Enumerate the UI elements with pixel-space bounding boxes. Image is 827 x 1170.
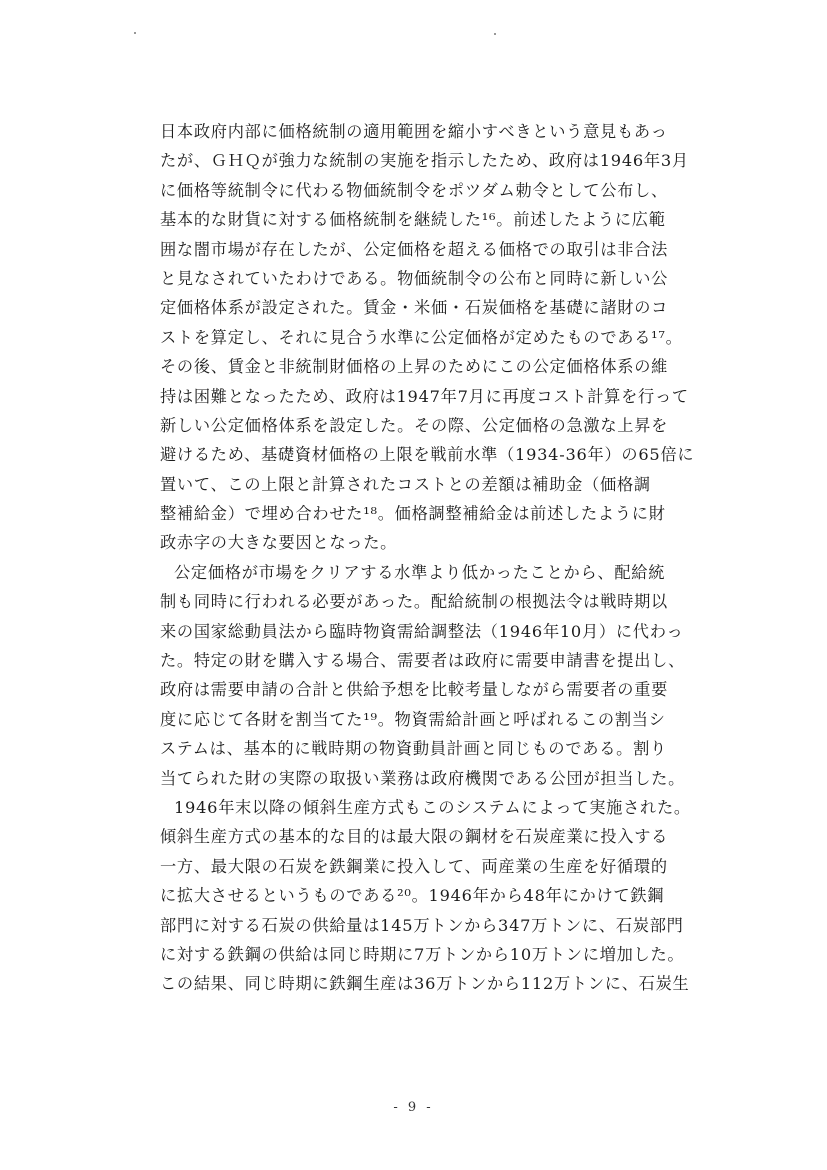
text-line: 部門に対する石炭の供給量は145万トンから347万トンに、石炭部門 xyxy=(160,915,684,935)
text-line: たが、ＧＨＱが強力な統制の実施を指示したため、政府は1946年3月 xyxy=(160,151,689,171)
text-line: に対する鉄鋼の供給は同じ時期に7万トンから10万トンに増加した。 xyxy=(160,944,685,964)
scan-speck xyxy=(134,32,136,34)
text-line: 基本的な財貨に対する価格統制を継続した¹⁶。前述したように広範 xyxy=(160,210,666,230)
text-line: 来の国家総動員法から臨時物資需給調整法（1946年10月）に代わっ xyxy=(160,621,684,641)
body-text xyxy=(160,117,695,999)
text-line: 政府は需要申請の合計と供給予想を比較考量しながら需要者の重要 xyxy=(160,680,669,700)
text-line: ステムは、基本的に戦時期の物資動員計画と同じものである。割り xyxy=(160,739,667,759)
text-line: 度に応じて各財を割当てた¹⁹。物資需給計画と呼ばれるこの割当シ xyxy=(160,709,666,729)
text-line: 当てられた財の実際の取扱い業務は政府機関である公団が担当した。 xyxy=(160,768,686,788)
text-line: 整補給金）で埋め合わせた¹⁸。価格調整補給金は前述したように財 xyxy=(160,504,666,524)
paragraph-start-line: 公定価格が市場をクリアする水準より低かったことから、配給統 xyxy=(174,562,666,582)
text-line: 避けるため、基礎資材価格の上限を戦前水準（1934-36年）の65倍に xyxy=(160,445,695,465)
text-line: に拡大させるというものである²⁰。1946年から48年にかけて鉄鋼 xyxy=(160,886,665,906)
text-line: た。特定の財を購入する場合、需要者は政府に需要申請書を提出し、 xyxy=(160,651,686,671)
text-line: この結果、同じ時期に鉄鋼生産は36万トンから112万トンに、石炭生 xyxy=(160,974,690,994)
text-line: 定価格体系が設定された。賃金・米価・石炭価格を基礎に諸財のコ xyxy=(160,298,669,318)
scan-speck xyxy=(494,33,496,35)
text-line: 政赤字の大きな要因となった。 xyxy=(160,533,398,553)
text-line: その後、賃金と非統制財価格の上昇のためにこの公定価格体系の維 xyxy=(160,357,669,377)
text-line: 一方、最大限の石炭を鉄鋼業に投入して、両産業の生産を好循環的 xyxy=(160,856,668,876)
text-line: 持は困難となったため、政府は1947年7月に再度コスト計算を行って xyxy=(160,386,689,406)
page-number: - 9 - xyxy=(393,1100,434,1115)
text-line: に価格等統制令に代わる物価統制令をポツダム勅令として公布し、 xyxy=(160,180,668,200)
text-line: 制も同時に行われる必要があった。配給統制の根拠法令は戦時期以 xyxy=(160,592,668,612)
text-line: 傾斜生産方式の基本的な目的は最大限の鋼材を石炭産業に投入する xyxy=(160,827,669,847)
text-line: ストを算定し、それに見合う水準に公定価格が定めたものである¹⁷。 xyxy=(160,327,683,347)
text-line: 日本政府内部に価格統制の適用範囲を縮小すべきという意見もあっ xyxy=(160,122,668,141)
text-line: 囲な闇市場が存在したが、公定価格を超える価格での取引は非合法 xyxy=(160,239,669,259)
paragraph-start-line: 1946年末以降の傾斜生産方式もこのシステムによって実施された。 xyxy=(174,797,691,817)
text-line: 新しい公定価格体系を設定した。その際、公定価格の急激な上昇を xyxy=(160,415,669,435)
text-line: と見なされていたわけである。物価統制令の公布と同時に新しい公 xyxy=(160,268,669,288)
text-line: 置いて、この上限と計算されたコストとの差額は補助金（価格調 xyxy=(160,474,651,494)
